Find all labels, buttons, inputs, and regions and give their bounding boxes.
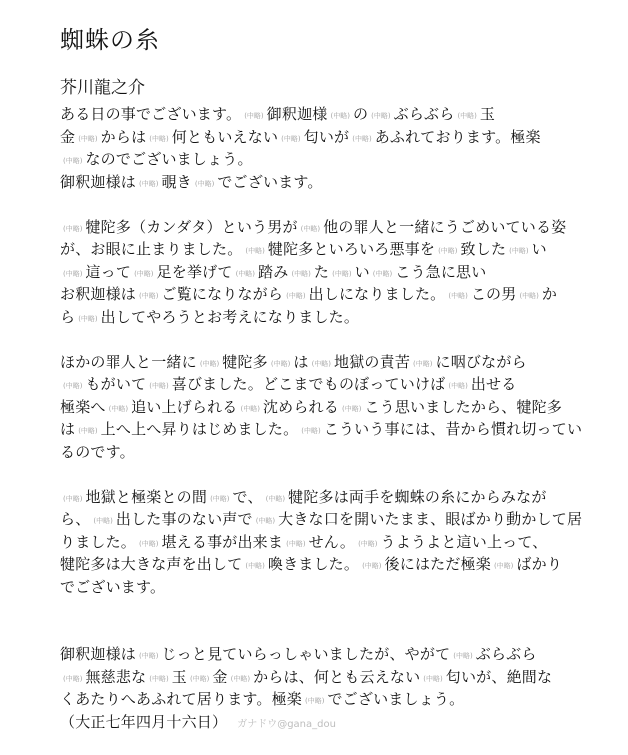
text-segment: 喜びました。どこまでものぼっていけば [171,375,446,393]
paragraph-gap [60,328,590,351]
text-segment: 金 [212,667,228,686]
omission-marker: (中略) [210,494,230,503]
omission-marker: (中略) [245,562,265,570]
omission-marker: (中略) [235,269,256,278]
omission-marker: (中略) [352,134,372,143]
omission-marker: (中略) [139,539,159,548]
text-segment: 犍陀多 [222,352,268,371]
omission-marker: (中略) [286,539,306,548]
omission-marker: (中略) [330,112,350,120]
omission-marker: (中略) [149,674,169,683]
text-segment: 犍陀多（カンダタ）という男が [85,217,298,236]
text-segment: あふれております。極楽 [374,127,541,146]
text-segment: 犍陀多は両手を蜘蛛の糸にからみなが [288,487,547,506]
text-line [60,688,590,711]
text-segment: 犍陀多といろいろ悪事を [267,240,436,258]
text-segment: 匂いが、絶間な [445,667,553,686]
text-segment: うようよと這い上って、 [380,532,548,551]
text-segment: 出しになりました。 [308,285,446,303]
text-line [60,216,590,239]
omission-marker: (中略) [358,539,378,548]
text-segment: 地獄の責苦 [334,352,411,371]
omission-marker: (中略) [139,179,159,188]
text-segment: 匂いが [303,127,350,146]
text-line [60,306,590,329]
omission-marker: (中略) [63,269,83,278]
omission-marker: (中略) [438,247,458,255]
text-line [60,283,590,306]
text-segment: 沈められる [262,397,339,416]
omission-marker: (中略) [149,134,169,143]
text-line [60,396,590,419]
text-segment: 出した事のない声で [115,510,253,528]
text-segment: 覗き [161,172,192,191]
omission-marker: (中略) [149,382,169,390]
text-segment: るのです。 [60,442,135,461]
omission-marker: (中略) [230,674,251,683]
text-segment: 玉 [171,667,187,686]
text-segment: じっと見ていらっしゃいましたが、やがて [161,645,451,663]
omission-marker: (中略) [448,292,468,300]
omission-marker: (中略) [448,382,468,390]
text-segment: 堪える事が出来ま [161,532,284,551]
text-segment: ばかり [516,555,563,573]
omission-marker: (中略) [63,494,83,503]
text-segment: 致した [460,240,507,258]
omission-marker: (中略) [311,359,332,368]
text-line [60,711,590,734]
text-segment: 御釈迦様 [266,105,328,123]
omission-marker: (中略) [134,269,154,278]
omission-marker: (中略) [78,314,98,323]
omission-marker: (中略) [93,517,113,525]
omission-marker: (中略) [265,494,286,503]
omission-marker: (中略) [423,674,443,683]
text-segment: ぶらぶら [393,105,455,123]
text-line [60,351,590,374]
omission-marker: (中略) [519,292,539,300]
text-segment: は [293,352,309,371]
omission-marker: (中略) [63,157,83,165]
omission-marker: (中略) [194,179,215,188]
page-title: 蜘蛛の糸 [60,26,160,54]
text-segment: せん。 [308,532,356,551]
paragraph-gap [60,193,590,216]
text-segment: 地獄と極楽との間 [85,487,208,506]
omission-marker: (中略) [108,404,129,413]
omission-marker: (中略) [244,112,264,120]
text-segment: 金 [60,127,76,146]
paragraph-gap [60,621,590,644]
author-credit-watermark: ガナドウ@gana_dou [237,718,336,730]
text-segment: 後にはただ極楽 [384,555,491,573]
text-line [60,531,590,554]
text-segment: 出してやろうとお考えになりました。 [100,307,360,326]
text-segment: た [313,262,330,281]
text-segment: 出せる [470,375,517,393]
text-segment: 喚きました。 [267,555,360,573]
text-segment: 追い上げられる [131,397,238,416]
text-segment: 玉 [479,105,496,123]
omission-marker: (中略) [509,247,529,255]
text-segment: でございます。 [60,577,166,596]
text-segment: ほかの罪人と一緒に [60,352,197,371]
text-segment: 何ともいえない [171,127,279,146]
text-segment: もがいて [85,375,147,393]
omission-marker: (中略) [493,562,514,570]
text-segment: い [531,240,547,258]
text-segment: 大きな口を開いたまま、眼ばかり動かして居 [278,510,583,528]
omission-marker: (中略) [372,269,393,278]
omission-marker: (中略) [270,359,291,368]
text-segment: 踏み [258,262,289,281]
text-segment: の [352,105,369,123]
omission-marker: (中略) [413,359,433,368]
text-line [60,103,590,126]
text-line [60,441,590,464]
text-segment: こう急に思い [395,262,487,281]
text-line [60,553,590,576]
omission-marker: (中略) [300,224,321,233]
omission-marker: (中略) [245,247,265,255]
text-segment: ら [60,307,76,326]
omission-marker: (中略) [453,652,473,660]
text-line [60,576,590,599]
text-segment: は [60,420,76,438]
omission-marker: (中略) [362,562,382,570]
omission-marker: (中略) [341,404,362,413]
text-segment: で、 [232,487,263,506]
text-segment: ら、 [60,510,91,528]
omission-marker: (中略) [199,359,220,368]
text-segment: からは [100,127,147,146]
omission-marker: (中略) [291,269,311,278]
text-segment: なのでございましょう。 [85,150,253,168]
omission-marker: (中略) [139,652,159,660]
text-segment: ご覧になりながら [161,285,284,303]
omission-marker: (中略) [78,427,98,435]
text-segment: こういう事には、昔から慣れ切ってい [323,420,583,438]
omission-marker: (中略) [281,134,301,143]
text-segment: 御釈迦様は [60,172,137,191]
omission-marker: (中略) [63,382,83,390]
text-segment: この男 [470,285,517,303]
text-line [60,486,590,509]
text-segment: い [354,262,370,281]
omission-marker: (中略) [255,517,276,525]
omission-marker: (中略) [305,697,325,705]
text-line [60,148,590,171]
text-line [60,171,590,194]
text-segment: に咽びながら [435,352,527,371]
text-segment: 他の罪人と一緒にうごめいている姿 [323,217,567,236]
text-line [60,373,590,396]
text-segment: が、お眼に止まりました。 [60,240,243,258]
omission-marker: (中略) [301,427,321,435]
text-segment: 御釈迦様は [60,645,137,663]
omission-marker: (中略) [63,674,83,683]
author-name: 芥川龍之介 [60,78,145,98]
omission-marker: (中略) [371,112,391,120]
text-segment: 無慈悲な [85,667,147,686]
text-segment: 這って [85,262,132,281]
text-segment: ある日の事でございます。 [60,105,242,123]
text-segment: ぶらぶら [475,645,537,663]
omission-marker: (中略) [139,292,159,300]
omission-marker: (中略) [78,134,98,143]
omission-marker: (中略) [63,224,83,233]
paragraph-gap [60,463,590,486]
text-segment: でございましょう。 [327,690,465,708]
text-segment: からは、何とも云えない [253,667,421,686]
text-segment: こう思いましたから、犍陀多 [364,397,563,416]
text-line [60,643,590,666]
text-line [60,666,590,689]
text-segment: 犍陀多は大きな声を出して [60,555,243,573]
omission-marker: (中略) [240,404,260,413]
text-segment: でございます。 [217,172,323,191]
text-line [60,261,590,284]
text-segment: か [541,285,558,303]
text-line [60,238,590,261]
text-segment: くあたりへあふれて居ります。極楽 [60,690,303,708]
text-segment: お釈迦様は [60,285,137,303]
text-segment: 極楽へ [60,397,106,416]
text-segment: りました。 [60,532,137,551]
text-line [60,126,590,149]
paragraph-gap [60,598,590,621]
story-body [60,103,590,733]
text-line [60,418,590,441]
text-line [60,508,590,531]
text-segment: 足を挙げて [156,262,233,281]
text-segment: （大正七年四月十六日） [60,712,228,731]
omission-marker: (中略) [457,112,477,120]
omission-marker: (中略) [189,674,210,683]
text-segment: 上へ上へ昇りはじめました。 [100,420,299,438]
omission-marker: (中略) [332,269,352,278]
omission-marker: (中略) [286,292,306,300]
